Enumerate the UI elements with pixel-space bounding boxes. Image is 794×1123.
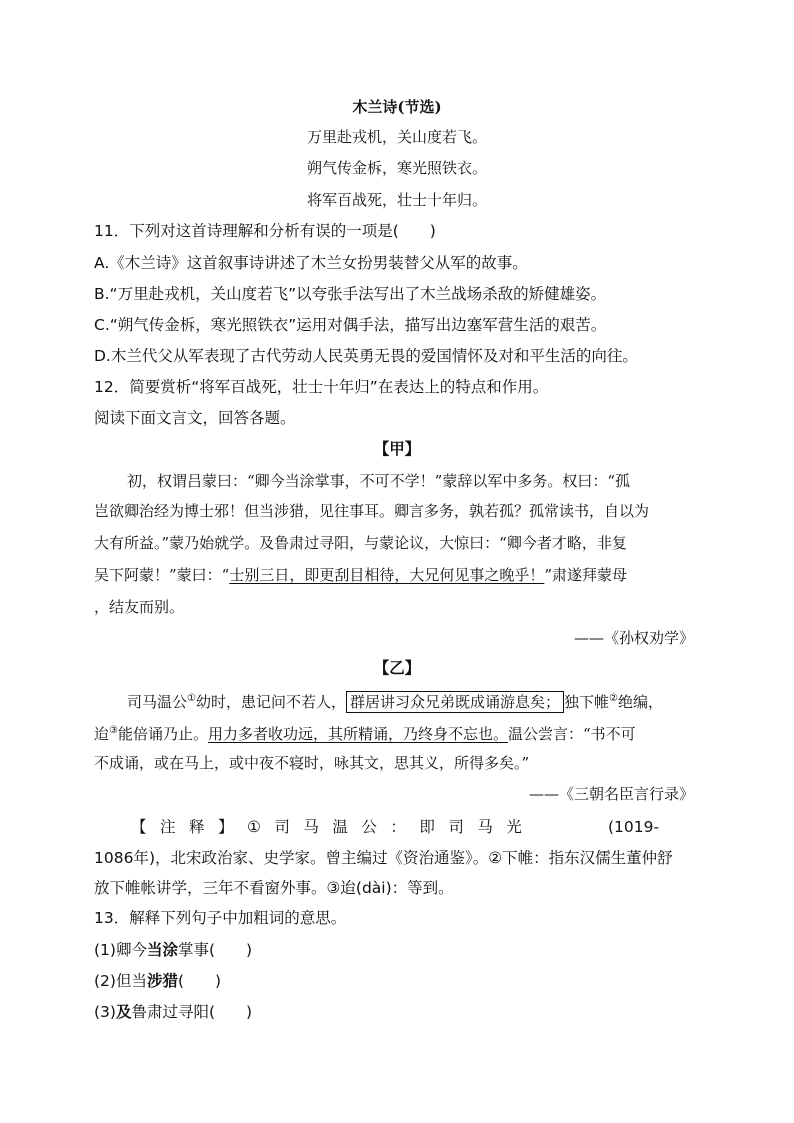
passage-yi-line-2 bbox=[94, 720, 636, 745]
question-11-option-b: B.“万里赴戎机，关山度若飞”以夸张手法写出了木兰战场杀敌的矫健雄姿。 bbox=[94, 285, 607, 303]
note-line-2: 1086年)，北宋政治家、史学家。曾主编过《资治通鉴》。②下帷：指东汉儒生董仲舒 bbox=[94, 849, 673, 867]
note-marker-2: ② bbox=[609, 693, 618, 704]
bold-word: 及 bbox=[115, 1003, 132, 1021]
passage-yi-text: 司马温公 bbox=[127, 693, 188, 711]
question-13-item-2 bbox=[94, 970, 221, 992]
note-line-3: 放下帷帐讲学，三年不看窗外事。③迨(dài)：等到。 bbox=[94, 879, 454, 897]
question-11-stem: 11．下列对这首诗理解和分析有误的一项是( ) bbox=[94, 222, 436, 240]
passage-yi-text: 迨 bbox=[94, 725, 110, 743]
item-text: 鲁肃过寻阳( ) bbox=[131, 1003, 253, 1021]
poem-line-1: 万里赴戎机，关山度若飞。 bbox=[306, 128, 487, 146]
passage-yi-text: 能倍诵乃止。 bbox=[117, 725, 208, 743]
question-11-option-d: D.木兰代父从军表现了古代劳动人民英勇无畏的爱国情怀及对和平生活的向往。 bbox=[94, 347, 638, 365]
passage-yi-line-1 bbox=[127, 688, 663, 713]
poem-title: 木兰诗(节选) bbox=[352, 98, 442, 116]
item-text: ( ) bbox=[177, 972, 222, 990]
note-marker-1: ① bbox=[187, 693, 196, 704]
question-11-option-a: A.《木兰诗》这首叙事诗讲述了木兰女扮男装替父从军的故事。 bbox=[94, 254, 528, 272]
passage-yi-text: 温公尝言：“书不可 bbox=[508, 725, 636, 743]
passage-jia-line-5: ，结友而别。 bbox=[94, 598, 185, 616]
boxed-sentence-yi: 群居讲习众兄弟既成诵游息矣； bbox=[346, 691, 564, 713]
underlined-sentence-jia: 士别三日，即更刮目相待，大兄何见事之晚乎！ bbox=[229, 566, 545, 584]
passage-jia-line-2: 岂欲卿治经为博士邪！但当涉猎，见往事耳。卿言多务，孰若孤？孤常读书，自以为 bbox=[94, 502, 650, 520]
passage-yi-text: 独下帷 bbox=[564, 693, 610, 711]
passage-yi-heading: 【乙】 bbox=[373, 659, 421, 677]
bold-word: 涉猎 bbox=[146, 972, 178, 990]
passage-yi-text: 绝编， bbox=[618, 693, 664, 711]
note-line-1-label: 【注释】①司马温公：即司马光 bbox=[131, 818, 536, 836]
underlined-sentence-yi: 用力多者收功远，其所精诵，乃终身不忘也。 bbox=[208, 725, 509, 743]
item-text: (2)但当 bbox=[94, 972, 147, 990]
item-text: (3) bbox=[94, 1003, 116, 1021]
reading-intro: 阅读下面文言文，回答各题。 bbox=[94, 409, 296, 427]
note-line-1-years: (1019- bbox=[608, 818, 660, 836]
passage-jia-heading: 【甲】 bbox=[373, 440, 421, 458]
passage-yi-text: 幼时，患记问不若人， bbox=[195, 693, 346, 711]
passage-jia-line-1: 初，权谓吕蒙曰：“卿今当涂掌事，不可不学！”蒙辞以军中多务。权曰：“孤 bbox=[127, 472, 631, 490]
passage-jia-line-4-suffix: ”肃遂拜蒙母 bbox=[544, 566, 628, 584]
passage-jia-line-4 bbox=[94, 564, 627, 586]
passage-yi-source: ——《三朝名臣言行录》 bbox=[528, 785, 694, 803]
passage-jia-source: ——《孙权劝学》 bbox=[573, 629, 694, 647]
question-12: 12．简要赏析“将军百战死，壮士十年归”在表达上的特点和作用。 bbox=[94, 378, 549, 396]
passage-jia-line-4-prefix: 吴下阿蒙！”蒙曰：“ bbox=[94, 566, 230, 584]
question-13-item-3 bbox=[94, 1001, 252, 1023]
question-11-option-c: C.“朔气传金柝，寒光照铁衣”运用对偶手法，描写出边塞军营生活的艰苦。 bbox=[94, 316, 607, 334]
passage-jia-line-3: 大有所益。”蒙乃始就学。及鲁肃过寻阳，与蒙论议，大惊曰：“卿今者才略，非复 bbox=[94, 534, 627, 552]
item-text: (1)卿今 bbox=[94, 941, 147, 959]
item-text: 掌事( ) bbox=[177, 941, 253, 959]
note-marker-3: ③ bbox=[109, 725, 118, 736]
poem-line-2: 朔气传金柝，寒光照铁衣。 bbox=[306, 159, 487, 177]
passage-yi-line-3: 不成诵，或在马上，或中夜不寝时，咏其文，思其义，所得多矣。” bbox=[94, 754, 530, 772]
question-13-item-1 bbox=[94, 939, 252, 961]
poem-line-3: 将军百战死，壮士十年归。 bbox=[306, 191, 487, 209]
bold-word: 当涂 bbox=[146, 941, 178, 959]
question-13-stem: 13．解释下列句子中加粗词的意思。 bbox=[94, 909, 347, 927]
